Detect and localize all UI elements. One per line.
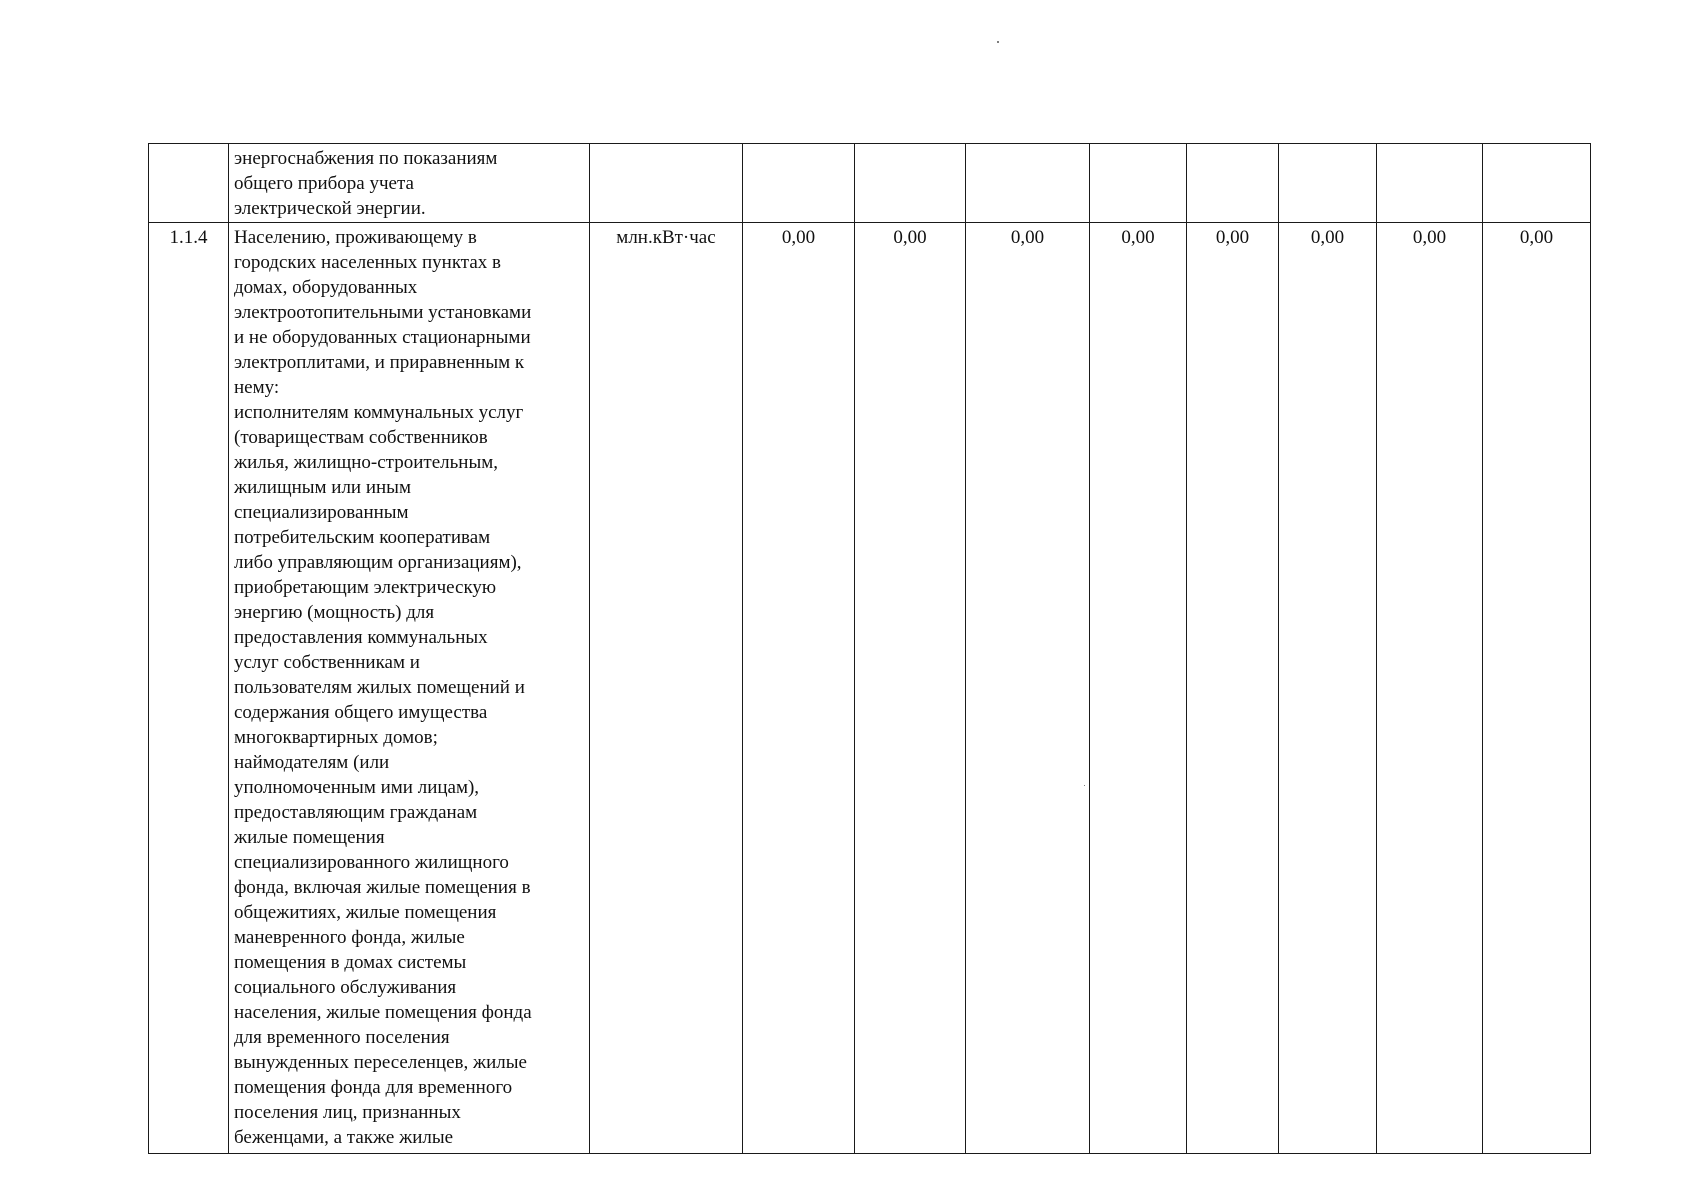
description-line: помещения фонда для временного: [234, 1077, 513, 1098]
value-cell: [1187, 144, 1279, 223]
value-cell: 0,00: [966, 223, 1090, 1154]
description-line: потребительским кооперативам: [234, 527, 491, 548]
description-line: фонда, включая жилые помещения в: [234, 877, 531, 898]
description-line: приобретающим электрическую: [234, 577, 497, 598]
value-cell: 0,00: [1483, 223, 1591, 1154]
description-line: населения, жилые помещения фонда: [234, 1002, 532, 1023]
description-line: домах, оборудованных: [234, 277, 418, 298]
description-line: (товариществам собственников: [234, 427, 488, 448]
description-line: Населению, проживающему в: [234, 227, 477, 248]
row-description-cell: [229, 144, 590, 223]
description-line: электроплитами, и приравненным к: [234, 352, 525, 373]
description-line: городских населенных пунктах в: [234, 252, 501, 273]
value-cell: 0,00: [1187, 223, 1279, 1154]
value-cell: [1377, 144, 1483, 223]
description-line: маневренного фонда, жилые: [234, 927, 465, 948]
value-cell: 0,00: [1279, 223, 1377, 1154]
value-cell: [1090, 144, 1187, 223]
description-line: предоставляющим гражданам: [234, 802, 478, 823]
description-line: пользователям жилых помещений и: [234, 677, 525, 698]
row-number-cell: 1.1.4: [149, 223, 229, 1154]
scan-speck: [997, 41, 999, 43]
description-line: и не оборудованных стационарными: [234, 327, 531, 348]
value-cell: 0,00: [1090, 223, 1187, 1154]
description-line: исполнителям коммунальных услуг: [234, 402, 524, 423]
description-line: содержания общего имущества: [234, 702, 488, 723]
description-line: либо управляющим организациям),: [234, 552, 522, 573]
tariff-table: [148, 143, 1591, 1154]
value-cell: 0,00: [1377, 223, 1483, 1154]
row-unit-cell: млн.кВт·час: [590, 223, 743, 1154]
value-cell: [1279, 144, 1377, 223]
description-line: уполномоченным ими лицам),: [234, 777, 480, 798]
description-line: энергоснабжения по показаниям: [234, 148, 498, 169]
row-number-cell: [149, 144, 229, 223]
description-line: электрической энергии.: [234, 198, 426, 219]
description-line: вынужденных переселенцев, жилые: [234, 1052, 527, 1073]
description-line: нему:: [234, 377, 280, 398]
description-line: помещения в домах системы: [234, 952, 467, 973]
description-line: общего прибора учета: [234, 173, 414, 194]
value-cell: [966, 144, 1090, 223]
row-unit-cell: [590, 144, 743, 223]
description-line: специализированным: [234, 502, 409, 523]
description-line: энергию (мощность) для: [234, 602, 435, 623]
table-row-1-1-4: [149, 223, 1591, 1154]
description-line: беженцами, а также жилые: [234, 1127, 454, 1148]
description-line: многоквартирных домов;: [234, 727, 438, 748]
value-cell: [743, 144, 855, 223]
value-cell: 0,00: [855, 223, 966, 1154]
value-cell: 0,00: [743, 223, 855, 1154]
description-line: предоставления коммунальных: [234, 627, 488, 648]
description-line: наймодателям (или: [234, 752, 390, 773]
description-line: специализированного жилищного: [234, 852, 509, 873]
description-line: поселения лиц, признанных: [234, 1102, 461, 1123]
table-row-continuation: [149, 144, 1591, 223]
description-line: жилищным или иным: [234, 477, 411, 498]
value-cell: [1483, 144, 1591, 223]
value-cell: [855, 144, 966, 223]
description-line: социального обслуживания: [234, 977, 457, 998]
row-description-cell: [229, 223, 590, 1154]
description-line: общежитиях, жилые помещения: [234, 902, 497, 923]
description-line: для временного поселения: [234, 1027, 450, 1048]
description-line: электроотопительными установками: [234, 302, 532, 323]
description-line: услуг собственникам и: [234, 652, 420, 673]
description-line: жилые помещения: [234, 827, 385, 848]
description-line: жилья, жилищно-строительным,: [234, 452, 498, 473]
